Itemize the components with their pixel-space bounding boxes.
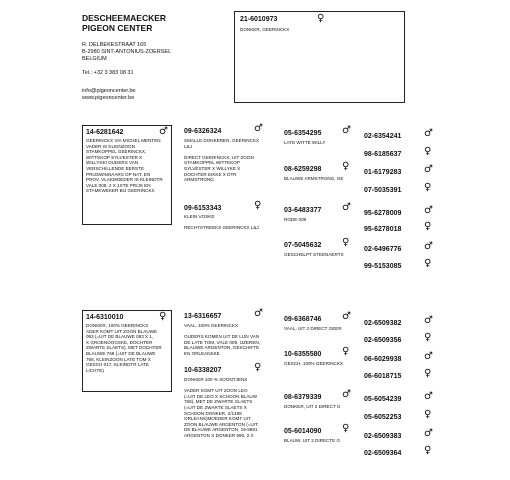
- ancestor-ring-number: 06-6018715: [364, 373, 402, 380]
- male-icon: ♂: [424, 428, 433, 439]
- center-name: DESCHEEMAECKER: [82, 13, 167, 23]
- address-line-3: BELGIUM: [82, 56, 107, 62]
- sire-ring-number: 13-6316657: [184, 313, 222, 320]
- granddam-description: GESCHELPT STEENAERTS: [284, 252, 344, 257]
- female-icon: ♀: [424, 409, 432, 420]
- dam-ring-number: 10-6338207: [184, 367, 222, 374]
- female-icon: ♀: [424, 146, 432, 157]
- male-icon: ♂: [254, 123, 263, 134]
- female-icon: ♀: [424, 445, 432, 456]
- male-icon: ♂: [342, 311, 351, 322]
- pedigree-2-subject-card: [82, 310, 172, 392]
- ancestor-ring-number: 95-6278018: [364, 226, 402, 233]
- dam-description: KLEIN VOSKE RECHTSTREEKS GEERINCKX L&J: [184, 214, 259, 231]
- male-icon: ♂: [342, 125, 351, 136]
- male-icon: ♂: [424, 391, 433, 402]
- center-subtitle: PIGEON CENTER: [82, 23, 153, 33]
- ancestor-ring-number: 05-6052253: [364, 414, 402, 421]
- ancestor-ring-number: 95-6278009: [364, 210, 402, 217]
- ring-number: 14-6310010: [86, 314, 124, 321]
- sire-ring-number: 09-6326324: [184, 128, 222, 135]
- ancestor-ring-number: 99-5153085: [364, 263, 402, 270]
- ancestor-ring-number: 98-6185637: [364, 151, 402, 158]
- female-icon: ♀: [342, 423, 350, 434]
- grandsire-ring-number: 09-6368746: [284, 316, 322, 323]
- grandsire-description: VAAL, UIT 2 DIRECT GEER: [284, 326, 342, 331]
- grandsire-description: DONKER, UIT 2 DIRECT G: [284, 404, 341, 409]
- grandsire-ring-number: 08-6379339: [284, 394, 322, 401]
- female-icon: ♀: [424, 221, 432, 232]
- ancestor-ring-number: 05-6054239: [364, 396, 402, 403]
- grandsire-description: RODE 009: [284, 217, 307, 222]
- grandsire-ring-number: 03-6483377: [284, 207, 322, 214]
- pedigree-1-subject-card: [82, 125, 172, 225]
- female-icon: ♀: [254, 362, 262, 373]
- ancestor-ring-number: 02-6509383: [364, 433, 402, 440]
- female-icon: ♀: [424, 182, 432, 193]
- male-icon: ♂: [424, 164, 433, 175]
- sire-description: VAAL, 100% GEERINCKX OUDERS KOMEN UIT DE LIJN VAN DE LATE TOM, VALE 009, IJZEREN, BLAUWE ARGENTON, GESCHIFTE EN ORLEANSKE: [184, 323, 260, 356]
- ancestor-ring-number: 07-5035391: [364, 187, 402, 194]
- male-icon: ♂: [342, 202, 351, 213]
- granddam-ring-number: 07-5045632: [284, 242, 322, 249]
- address-line-2: B-2980 SINT-ANTONIUS-ZOERSEL: [82, 49, 172, 55]
- ancestor-ring-number: 02-6496776: [364, 246, 402, 253]
- granddam-description: BLAUWE ARMSTRONG, GE: [284, 176, 344, 181]
- description: DONKER, GEERINCKX: [240, 27, 290, 32]
- granddam-ring-number: 10-6355580: [284, 351, 322, 358]
- female-icon: ♀: [317, 13, 325, 24]
- ancestor-ring-number: 02-6354241: [364, 133, 402, 140]
- female-icon: ♀: [424, 258, 432, 269]
- ring-number: 14-6281642: [86, 129, 124, 136]
- ancestor-ring-number: 02-6509382: [364, 320, 402, 327]
- male-icon: ♂: [342, 389, 351, 400]
- male-icon: ♂: [424, 241, 433, 252]
- ancestor-ring-number: 06-6029938: [364, 356, 402, 363]
- male-icon: ♂: [424, 205, 433, 216]
- address-line-1: R. DELBEKESTRAAT 165: [82, 42, 147, 48]
- female-icon: ♀: [424, 332, 432, 343]
- female-icon: ♀: [254, 200, 262, 211]
- male-icon: ♂: [254, 308, 263, 319]
- ancestor-ring-number: 02-6509364: [364, 450, 402, 457]
- female-icon: ♀: [342, 237, 350, 248]
- male-icon: ♂: [159, 126, 168, 137]
- dam-description: DONKER 100 % SOONTJENS VADER KOMT UIT ZOON LEO (=UIT DE LEO X SCHOON BLAUW 768), MET DE ZWARTE SLAETS (=UIT DE ZWARTE SLAETS X SCHOON DONKER, 2/1489 ORLEANS)MOEDER KOMT UIT ZOON BLAUWE ARGENTON (=UIT DE BLAUWE ARGENTON, 19-9681 ARGENTON X DONKER 690, 2 X: [184, 377, 258, 438]
- male-icon: ♂: [424, 128, 433, 139]
- subject-card: [234, 11, 405, 103]
- male-icon: ♂: [424, 315, 433, 326]
- female-icon: ♀: [342, 346, 350, 357]
- website-link[interactable]: www.pigeoncenter.be: [82, 95, 135, 101]
- ring-number: 21-6010973: [240, 16, 278, 23]
- male-icon: ♂: [424, 351, 433, 362]
- granddam-ring-number: 05-6014090: [284, 428, 322, 435]
- ancestor-ring-number: 01-6179283: [364, 169, 402, 176]
- ancestor-ring-number: 02-6509356: [364, 337, 402, 344]
- grandsire-description: LATE WITTE WILLY: [284, 140, 326, 145]
- female-icon: ♀: [342, 161, 350, 172]
- sire-description: SMALLE DONKEREN, GEERINCKX L&J DIRECT GEERINCKX, UIT ZOON STAMKOPPEL WITTEKOP SYLVESTER X WILLYKE X DOCHTER EIKKE X DTR ARMSTRONG: [184, 138, 260, 183]
- dam-ring-number: 09-6153343: [184, 205, 222, 212]
- email-link[interactable]: info@pigeoncenter.be: [82, 88, 136, 94]
- female-icon: ♀: [159, 311, 167, 322]
- granddam-description: GESCH, 100% GEERINCKX: [284, 361, 343, 366]
- description: GEERINCKX VIA MICHEL MENTEN VADER IS KLEINZOON STAMKOPPEL GEERINCKX, WITTEKOP SYLVESTER X WILLYKE! OUDERS VAN VERSCHILLENDE EERSTE PRIJSWINNAARS OP NAT. EN PROV. VLAKMOEDER IS KLEINDTR VALE 009, 2 X 1STE PRIJS EN STAMKWEKER BIJ GEERINCKX: [86, 138, 163, 194]
- telephone: Tel.: +32 3 383 08 31: [82, 70, 134, 76]
- grandsire-ring-number: 05-6354295: [284, 130, 322, 137]
- granddam-description: BLAUW, UIT 2 DIRECTE G: [284, 438, 341, 443]
- female-icon: ♀: [424, 368, 432, 379]
- description: DONKER, 100% GEERINCKX ADER KOMT UIT ZOON BLAUWE 093 (=UIT DE BLAUWE 093 X 1, X GROENOOGSKE, DOCHTER ZWARTE SLAETS), MET DOCHTER BLAUWE 768 (=UIT DE BLAUWE 768, KLEINZOON LATE TOM X GESCH 017, KLEINDTR LATE LICHTE): [86, 323, 162, 373]
- granddam-ring-number: 08-6259298: [284, 166, 322, 173]
